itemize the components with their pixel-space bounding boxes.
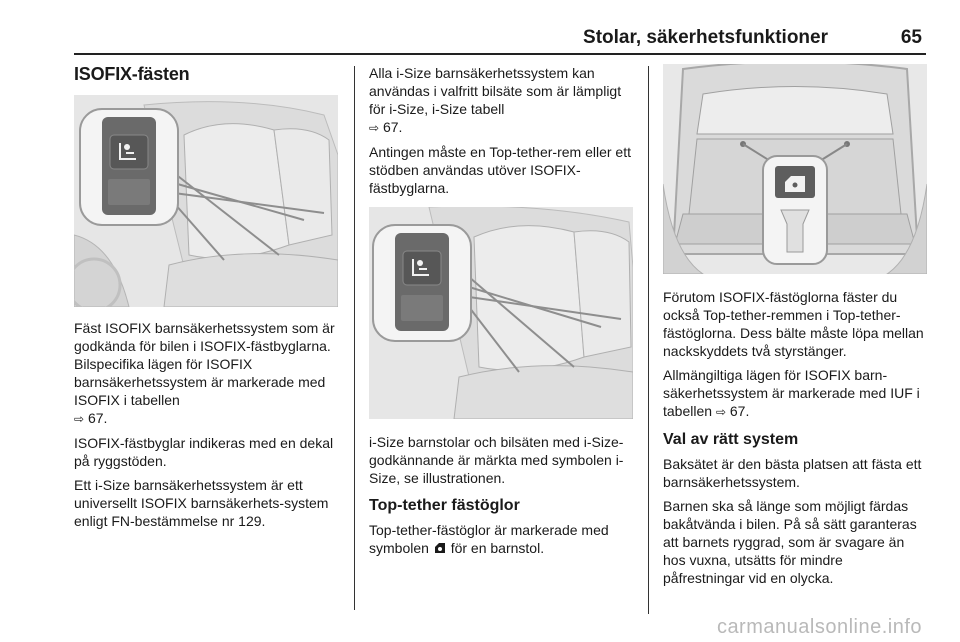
ref-arrow-icon: ⇨ — [74, 412, 85, 426]
page-reference: ⇨ 67. — [74, 410, 108, 426]
ref-arrow-icon: ⇨ — [369, 121, 380, 135]
section-title-isofix: ISOFIX-fästen — [74, 64, 190, 84]
cargo-area-drawing — [663, 64, 927, 274]
subtitle-top-tether: Top-tether fästöglor — [369, 497, 520, 514]
col3-paragraph-3: Baksätet är den bästa platsen att fästa ett barnsäkerhetssystem. — [663, 456, 922, 490]
col3-paragraph-1: Förutom ISOFIX-fästöglorna fäster du också Top-tether-remmen i Top-tether-fästöglorna. Dess bälte måste löpa mellan nackskyddets två styrstänger. — [663, 289, 924, 359]
col2-paragraph-4: Top-tether-fästöglor är markerade med symbolen för en barnstol. — [369, 522, 609, 556]
col1-paragraph-2: ISOFIX-fästbyglar indikeras med en dekal på ryggstöden. — [74, 435, 334, 469]
page-reference: ⇨ 67. — [369, 119, 403, 135]
col1-paragraph-1: Fäst ISOFIX barnsäkerhetssystem som är godkända för bilen i ISOFIX-fästbyglarna. Bilspecifika lägen för ISOFIX barnsäkerhetssystem är markerade med ISOFIX i tabellen ⇨ 67. — [74, 320, 335, 426]
column-divider — [354, 66, 355, 610]
column-1 — [74, 64, 338, 536]
top-tether-cargo-illustration — [663, 64, 927, 274]
isofix-rear-seat-illustration — [74, 95, 338, 307]
page-reference: ⇨ 67. — [715, 403, 750, 419]
col2-paragraph-2: Antingen måste en Top-tether-rem eller ett stödben användas utöver ISOFIX-fästbyglarna. — [369, 144, 631, 196]
isize-rear-seat-illustration — [369, 207, 633, 419]
col2-paragraph-1: Alla i-Size barnsäkerhetssystem kan användas i valfritt bilsäte som är lämpligt för i-Size, i-Size tabell ⇨ 67. — [369, 65, 622, 135]
subtitle-val-av-ratt-system: Val av rätt system — [663, 431, 799, 448]
header-rule — [74, 53, 926, 55]
column-divider — [648, 66, 649, 614]
col2-paragraph-3: i-Size barnstolar och bilsäten med i-Size-godkännande är märkta med symbolen i-Size, se illustrationen. — [369, 434, 624, 486]
rear-seat-drawing — [369, 207, 633, 419]
col3-paragraph-2: Allmängiltiga lägen för ISOFIX barn-säkerhetssystem är markerade med IUF i tabellen ⇨ 67. — [663, 367, 920, 419]
col1-paragraph-3: Ett i-Size barnsäkerhetssystem är ett universellt ISOFIX barnsäkerhets-system enligt FN-bestämmelse nr 129. — [74, 477, 329, 529]
rear-seat-drawing — [74, 95, 338, 307]
chapter-title: Stolar, säkerhetsfunktioner — [583, 27, 828, 48]
watermark: carmanualsonline.info — [716, 616, 922, 638]
column-2 — [369, 64, 633, 563]
ref-arrow-icon: ⇨ — [715, 405, 726, 419]
col3-paragraph-4: Barnen ska så länge som möjligt färdas bakåtvända i bilen. På så sätt garanteras att barnets ryggrad, som är svagare än hos vuxna, utsätts för mindre påfrestningar vid en olycka. — [663, 498, 917, 586]
column-3 — [663, 64, 927, 593]
page-number: 65 — [900, 27, 922, 48]
top-tether-icon — [433, 541, 447, 555]
